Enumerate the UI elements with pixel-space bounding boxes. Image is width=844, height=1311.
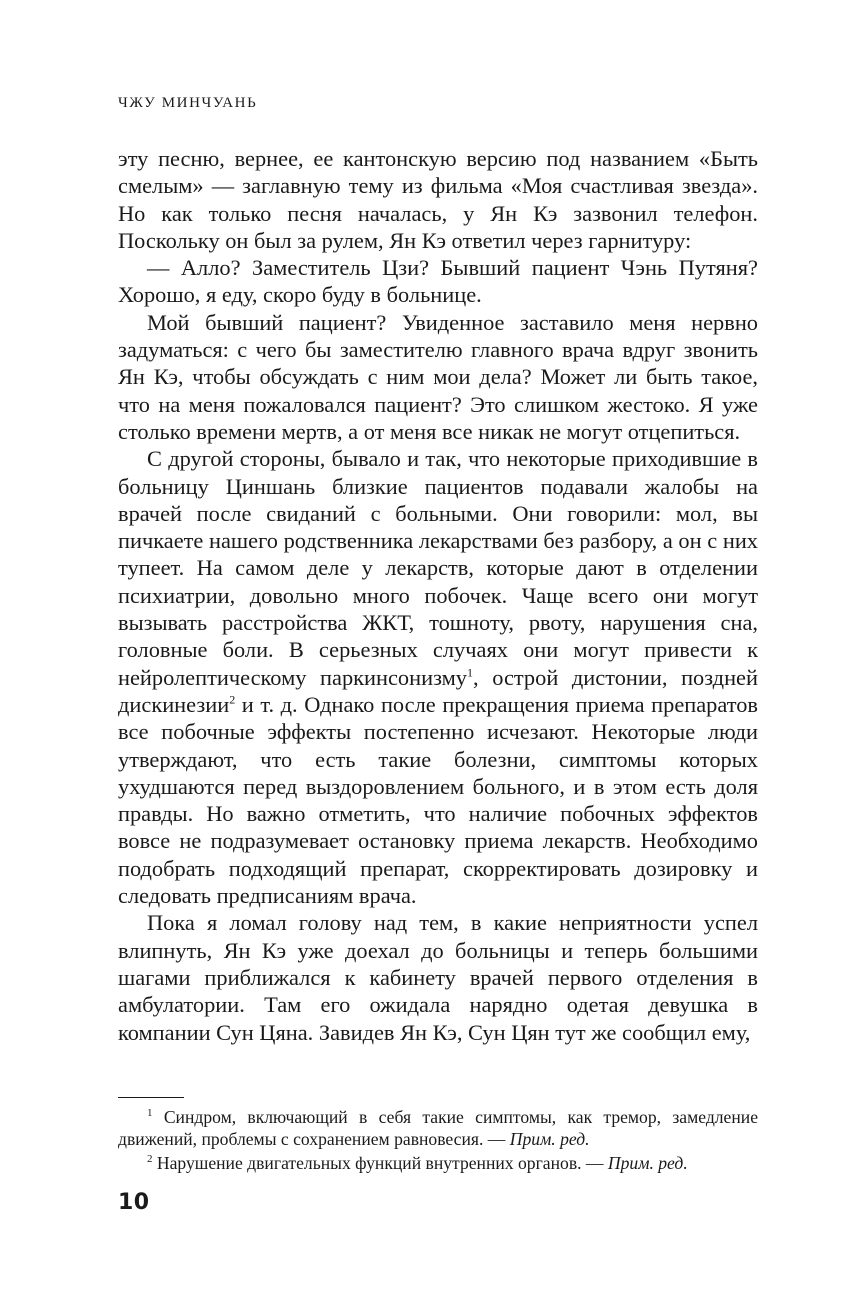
paragraph xyxy=(118,445,758,909)
footnote-text: Синдром, включающий в себя такие симптомы, как тремор, замедление движений, проблемы с сохранением равновесия. — xyxy=(118,1107,759,1149)
footnote-1 xyxy=(118,1106,758,1150)
paragraph: Пока я ломал голову над тем, в какие неприятности успел влипнуть, Ян Кэ уже доехал до больницы и теперь большими шагами приближался к кабинету врачей первого отделения в амбулатории. Там его ожидала нарядно одетая девушка в компании Сун Цяна. Завидев Ян Кэ, Сун Цян тут же сообщил ему, xyxy=(118,910,758,1045)
body-text xyxy=(118,145,758,1046)
footnote-text: Нарушение двигательных функций внутренних органов. — xyxy=(156,1153,608,1173)
footnote-ref-1: 1 xyxy=(466,665,473,680)
page-number: 10 xyxy=(118,1190,150,1215)
running-head: ЧЖУ МИНЧУАНЬ xyxy=(118,95,258,111)
paragraph: — Алло? Заместитель Цзи? Бывший пациент Чэнь Путяня? Хорошо, я еду, скоро буду в больнице. xyxy=(118,255,758,308)
footnote-ref-2: 2 xyxy=(229,692,236,707)
paragraph-segment: С другой стороны, бывало и так, что некоторые приходившие в больницу Циншань близкие пациентов подавали жалобы на врачей после свиданий с больными. Они говорили: мол, вы пичкаете нашего родственника лекарствами без разбору, а он с них тупеет. На самом деле у лекарств, которые дают в отделении психиатрии, довольно много побочек. Чаще всего они могут вызывать расстройства ЖКТ, тошноту, рвоту, нарушения сна, головные боли. В серьезных случаях они могут привести к нейролептическому паркинсонизму xyxy=(118,446,758,690)
footnote-source: Прим. ред. xyxy=(509,1129,590,1149)
paragraph-segment: и т. д. Однако после прекращения приема препаратов все побочные эффекты постепенно исчезают. Некоторые люди утверждают, что есть такие болезни, симптомы которых ухудшаются перед выздоровлением больного, и в этом есть доля правды. Но важно отметить, что наличие побочных эффектов вовсе не подразумевает остановку приема лекарств. Необходимо подобрать подходящий препарат, скорректировать дозировку и следовать предписаниям врача. xyxy=(118,691,758,909)
footnote-divider xyxy=(118,1097,184,1098)
paragraph: Мой бывший пациент? Увиденное заставило меня нервно задуматься: с чего бы заместителю главного врача вдруг звонить Ян Кэ, чтобы обсуждать с ним мои дела? Может ли быть такое, что на меня пожаловался пациент? Это слишком жестоко. Я уже столько времени мертв, а от меня все никак не могут отцепиться. xyxy=(118,309,758,444)
footnote-source: Прим. ред. xyxy=(607,1153,688,1173)
paragraph-segment: , острой дистонии, поздней дискинезии xyxy=(118,664,758,717)
footnotes xyxy=(118,1106,758,1176)
footnote-number: 1 xyxy=(147,1107,153,1120)
paragraph: эту песню, вернее, ее кантонскую версию под названием «Быть смелым» — заглавную тему из фильма «Моя счастливая звезда». Но как только песня началась, у Ян Кэ зазвонил телефон. Поскольку он был за рулем, Ян Кэ ответил через гарнитуру: xyxy=(118,146,758,253)
footnote-2 xyxy=(118,1152,758,1174)
footnote-number: 2 xyxy=(147,1153,153,1166)
